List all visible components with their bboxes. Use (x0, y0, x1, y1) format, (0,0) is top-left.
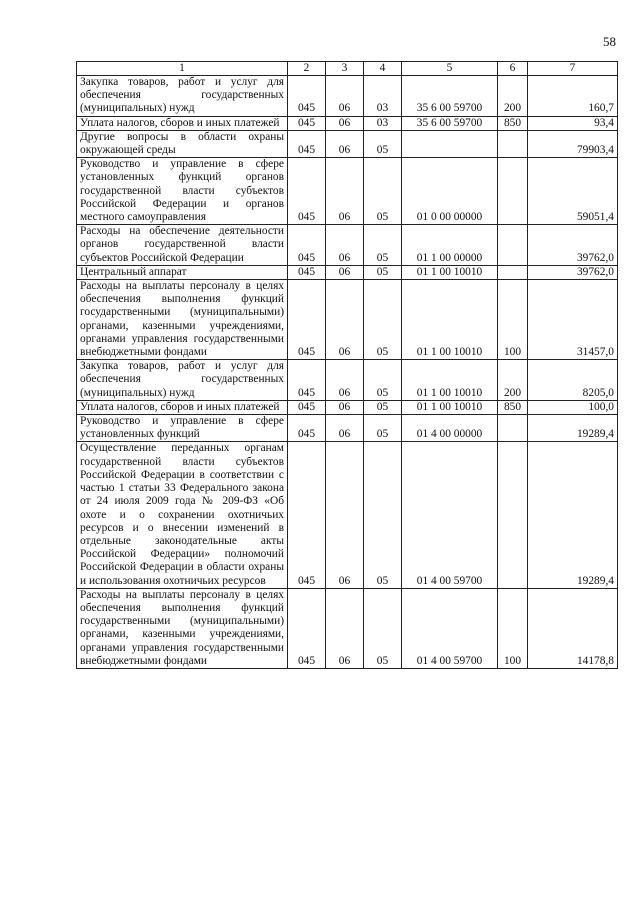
row-expense-type-code: 850 (498, 400, 528, 414)
row-expense-type-code (498, 130, 528, 157)
row-section-code: 06 (326, 158, 364, 225)
table-row (77, 265, 618, 279)
column-header: 1 (77, 62, 288, 76)
row-target-article-code (402, 130, 498, 157)
row-ministry-code: 045 (288, 280, 326, 360)
page-number: 58 (603, 34, 616, 49)
row-expense-type-code (498, 415, 528, 442)
row-section-code: 06 (326, 360, 364, 401)
row-description (77, 225, 288, 266)
row-description-text: Руководство и управление в сфере установленных функций органов государственной власти субъектов Российской Федерации и органов местного самоуправления (80, 158, 284, 224)
table-row (77, 158, 618, 225)
row-subsection-code: 05 (364, 130, 402, 157)
row-subsection-code: 05 (364, 360, 402, 401)
row-description-text: Закупка товаров, работ и услуг для обеспечения государственных (муниципальных) нужд (80, 76, 284, 115)
column-header: 4 (364, 62, 402, 76)
table-row (77, 360, 618, 401)
table-row (77, 225, 618, 266)
row-description-text: Центральный аппарат (80, 265, 187, 278)
row-description-text: Другие вопросы в области охраны окружающей среды (80, 130, 284, 157)
row-target-article-code: 01 4 00 00000 (402, 415, 498, 442)
row-target-article-code: 01 1 00 10010 (402, 400, 498, 414)
row-subsection-code: 05 (364, 158, 402, 225)
row-target-article-code: 01 1 00 00000 (402, 225, 498, 266)
row-target-article-code: 35 6 00 59700 (402, 76, 498, 117)
table-header-row (77, 62, 618, 76)
row-subsection-code: 05 (364, 280, 402, 360)
row-expense-type-code: 200 (498, 76, 528, 117)
row-description (77, 116, 288, 130)
row-expense-type-code (498, 158, 528, 225)
row-section-code: 06 (326, 280, 364, 360)
row-section-code: 06 (326, 76, 364, 117)
row-target-article-code: 01 0 00 00000 (402, 158, 498, 225)
row-description-text: Руководство и управление в сфере установленных функций (80, 415, 284, 441)
row-subsection-code: 03 (364, 116, 402, 130)
row-subsection-code: 03 (364, 76, 402, 117)
row-ministry-code: 045 (288, 265, 326, 279)
row-ministry-code: 045 (288, 130, 326, 157)
row-description-text: Расходы на выплаты персоналу в целях обеспечения выполнения функций государственными (муниципальными) органами, казенными учреждениями, органами управления государственными внебюджетными фондами (80, 280, 284, 359)
row-description (77, 400, 288, 414)
row-description (77, 442, 288, 588)
row-ministry-code: 045 (288, 76, 326, 117)
row-ministry-code: 045 (288, 225, 326, 266)
row-ministry-code: 045 (288, 415, 326, 442)
row-amount: 39762,0 (528, 225, 618, 266)
column-header: 7 (528, 62, 618, 76)
row-expense-type-code (498, 265, 528, 279)
row-section-code: 06 (326, 400, 364, 414)
row-amount: 14178,8 (528, 588, 618, 668)
column-header: 2 (288, 62, 326, 76)
column-header: 3 (326, 62, 364, 76)
row-section-code: 06 (326, 116, 364, 130)
row-subsection-code: 05 (364, 588, 402, 668)
row-expense-type-code: 100 (498, 588, 528, 668)
row-ministry-code: 045 (288, 360, 326, 401)
row-description (77, 415, 288, 442)
row-ministry-code: 045 (288, 158, 326, 225)
row-amount: 100,0 (528, 400, 618, 414)
row-description (77, 588, 288, 668)
row-description (77, 360, 288, 401)
row-section-code: 06 (326, 130, 364, 157)
row-subsection-code: 05 (364, 400, 402, 414)
row-target-article-code: 01 1 00 10010 (402, 360, 498, 401)
row-description (77, 280, 288, 360)
row-target-article-code: 01 1 00 10010 (402, 280, 498, 360)
table-row (77, 280, 618, 360)
row-description-text: Уплата налогов, сборов и иных платежей (80, 400, 280, 413)
budget-table (76, 61, 618, 669)
row-amount: 8205,0 (528, 360, 618, 401)
table-body (77, 76, 618, 669)
row-target-article-code: 01 1 00 10010 (402, 265, 498, 279)
row-subsection-code: 05 (364, 442, 402, 588)
table-row (77, 76, 618, 117)
table-row (77, 442, 618, 588)
row-target-article-code: 35 6 00 59700 (402, 116, 498, 130)
row-section-code: 06 (326, 265, 364, 279)
row-expense-type-code (498, 225, 528, 266)
row-subsection-code: 05 (364, 265, 402, 279)
row-amount: 59051,4 (528, 158, 618, 225)
table-row (77, 588, 618, 668)
row-expense-type-code: 100 (498, 280, 528, 360)
row-expense-type-code: 200 (498, 360, 528, 401)
row-description-text: Уплата налогов, сборов и иных платежей (80, 116, 280, 129)
row-section-code: 06 (326, 588, 364, 668)
row-amount: 160,7 (528, 76, 618, 117)
row-subsection-code: 05 (364, 225, 402, 266)
table-row (77, 116, 618, 130)
row-section-code: 06 (326, 225, 364, 266)
row-ministry-code: 045 (288, 442, 326, 588)
row-target-article-code: 01 4 00 59700 (402, 588, 498, 668)
row-description-text: Расходы на выплаты персоналу в целях обеспечения выполнения функций государственными (муниципальными) органами, казенными учреждениями, органами управления государственными внебюджетными фондами (80, 588, 284, 667)
row-amount: 19289,4 (528, 442, 618, 588)
row-amount: 31457,0 (528, 280, 618, 360)
row-target-article-code: 01 4 00 59700 (402, 442, 498, 588)
row-ministry-code: 045 (288, 116, 326, 130)
row-section-code: 06 (326, 415, 364, 442)
row-description (77, 265, 288, 279)
row-subsection-code: 05 (364, 415, 402, 442)
row-amount: 19289,4 (528, 415, 618, 442)
table-row (77, 130, 618, 157)
row-description (77, 130, 288, 157)
table-row (77, 400, 618, 414)
row-description-text: Расходы на обеспечение деятельности органов государственной власти субъектов Российской Федерации (80, 225, 284, 264)
row-ministry-code: 045 (288, 400, 326, 414)
row-amount: 79903,4 (528, 130, 618, 157)
table-row (77, 415, 618, 442)
row-description (77, 76, 288, 117)
row-amount: 93,4 (528, 116, 618, 130)
row-section-code: 06 (326, 442, 364, 588)
row-description-text: Закупка товаров, работ и услуг для обеспечения государственных (муниципальных) нужд (80, 360, 284, 399)
row-amount: 39762,0 (528, 265, 618, 279)
row-expense-type-code (498, 442, 528, 588)
column-header: 6 (498, 62, 528, 76)
row-description (77, 158, 288, 225)
row-ministry-code: 045 (288, 588, 326, 668)
row-description-text: Осуществление переданных органам государственной власти субъектов Российской Федерации в соответствии с частью 1 статьи 33 Федерального закона от 24 июля 2009 года № 209-ФЗ «Об охоте и о сохранении охотничьих ресурсов и о внесении изменений в отдельные законодательные акты Российской Федерации» полномочий Российской Федерации в области охраны и использования охотничьих ресурсов (80, 442, 284, 587)
row-expense-type-code: 850 (498, 116, 528, 130)
column-header: 5 (402, 62, 498, 76)
